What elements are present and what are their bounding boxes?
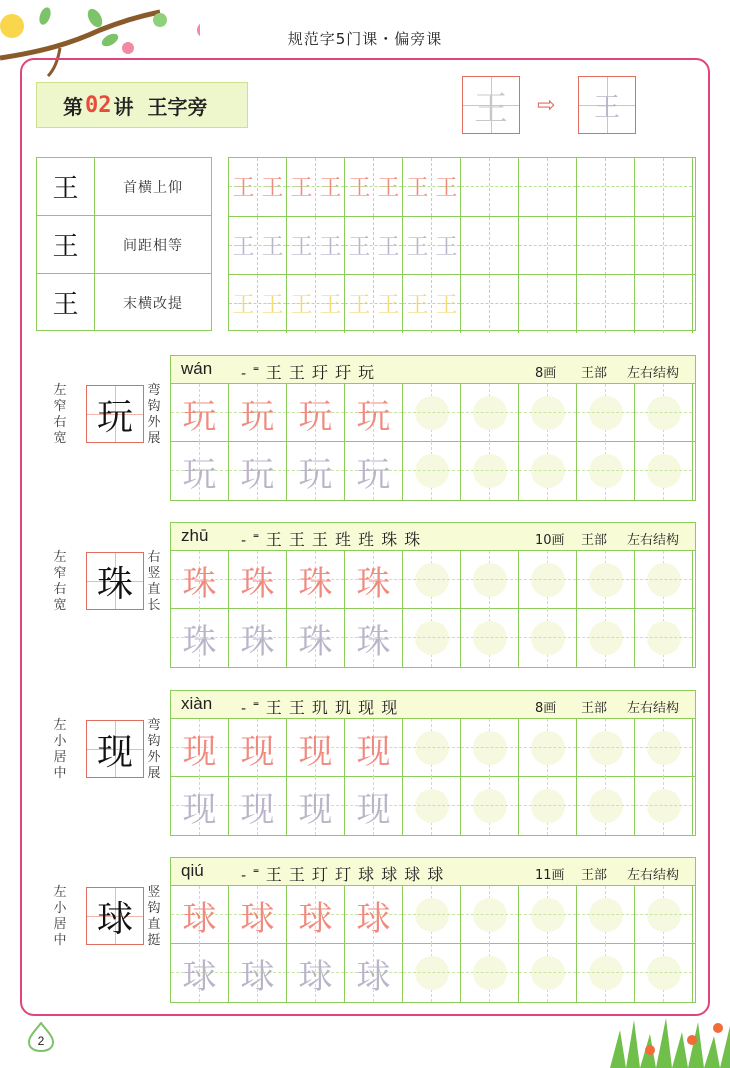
structure-label: 左右结构 — [627, 701, 680, 716]
practice-grid — [170, 857, 696, 1003]
radical-label: 王部 — [581, 868, 608, 883]
faded-circle — [647, 454, 681, 488]
practice-cell — [519, 777, 577, 835]
radical-from: 王 — [474, 88, 508, 129]
practice-cell — [403, 384, 461, 442]
practice-cell — [635, 944, 693, 1002]
faded-circle — [473, 731, 507, 765]
character-info-bar — [171, 858, 695, 886]
trace-character: 现 — [356, 731, 391, 772]
practice-cell — [519, 158, 577, 216]
faded-circle — [473, 621, 507, 655]
practice-cell — [577, 217, 635, 275]
practice-cell — [287, 217, 345, 275]
practice-cell — [171, 777, 229, 835]
practice-cell — [519, 275, 577, 333]
model-character-glyph: 球 — [96, 898, 133, 940]
practice-cell — [635, 609, 693, 667]
practice-row — [171, 719, 695, 777]
practice-cell — [519, 944, 577, 1002]
trace-radical: 王 — [319, 176, 342, 201]
practice-cell — [345, 886, 403, 944]
faded-circle — [473, 563, 507, 597]
faded-circle — [473, 956, 507, 990]
left-tip: 左小居中 — [53, 718, 67, 781]
trace-radical: 王 — [261, 176, 284, 201]
practice-cell — [519, 886, 577, 944]
trace-radical: 王 — [377, 176, 400, 201]
practice-cell — [229, 442, 287, 500]
faded-circle — [531, 454, 565, 488]
practice-cell — [577, 609, 635, 667]
character-info-bar — [171, 356, 695, 384]
practice-cell — [171, 944, 229, 1002]
character-info-bar — [171, 523, 695, 551]
practice-cell — [461, 886, 519, 944]
stroke-tip-text: 末横改提 — [123, 295, 183, 312]
pinyin: xiàn — [181, 694, 213, 713]
practice-cell — [171, 719, 229, 777]
right-tip: 弯钩外展 — [147, 718, 161, 781]
practice-cell — [519, 217, 577, 275]
character-section — [36, 857, 698, 1003]
trace-character: 珠 — [298, 563, 333, 604]
pinyin: wán — [181, 359, 213, 378]
trace-radical: 王 — [290, 176, 313, 201]
practice-cell — [635, 886, 693, 944]
practice-cell — [403, 217, 461, 275]
practice-cell — [461, 275, 519, 333]
left-tip: 左小居中 — [53, 885, 67, 948]
faded-circle — [473, 396, 507, 430]
faded-circle — [415, 396, 449, 430]
practice-row — [171, 944, 695, 1002]
trace-character: 玩 — [240, 396, 275, 437]
structure-label: 左右结构 — [627, 533, 680, 548]
faded-circle — [589, 731, 623, 765]
radical-label: 王部 — [581, 533, 608, 548]
model-character-glyph: 珠 — [96, 563, 133, 605]
practice-cell — [345, 275, 403, 333]
stroke-tips-table — [36, 157, 212, 331]
faded-circle — [415, 563, 449, 597]
practice-row — [171, 609, 695, 667]
stroke-count: 8画 — [535, 701, 557, 716]
trace-radical: 王 — [406, 176, 429, 201]
practice-row — [171, 777, 695, 835]
practice-cell — [229, 275, 287, 333]
faded-circle — [415, 621, 449, 655]
faded-circle — [531, 789, 565, 823]
practice-grid — [170, 690, 696, 836]
grass-decoration — [610, 1010, 730, 1068]
stroke-order: ˗ ˭ 王 王 玗 玗 玩 — [241, 363, 376, 382]
practice-cell — [229, 777, 287, 835]
practice-grid — [170, 355, 696, 501]
practice-cell — [229, 609, 287, 667]
practice-cell — [287, 551, 345, 609]
trace-radical: 王 — [377, 293, 400, 318]
trace-character: 球 — [182, 956, 217, 997]
practice-cell — [577, 384, 635, 442]
trace-character: 球 — [182, 898, 217, 939]
faded-circle — [589, 956, 623, 990]
practice-cell — [635, 442, 693, 500]
trace-character: 珠 — [240, 563, 275, 604]
model-character — [86, 720, 144, 778]
practice-cell — [403, 944, 461, 1002]
faded-circle — [531, 396, 565, 430]
practice-cell — [519, 719, 577, 777]
right-tip: 弯钩外展 — [147, 383, 161, 446]
practice-cell — [287, 944, 345, 1002]
lesson-suffix: 讲 — [113, 94, 134, 119]
practice-cell — [461, 158, 519, 216]
practice-cell — [171, 551, 229, 609]
practice-cell — [345, 944, 403, 1002]
practice-cell — [229, 886, 287, 944]
practice-cell — [345, 777, 403, 835]
faded-circle — [531, 898, 565, 932]
trace-character: 球 — [356, 956, 391, 997]
model-character — [86, 552, 144, 610]
practice-cell — [577, 777, 635, 835]
practice-cell — [519, 384, 577, 442]
trace-radical: 王 — [377, 235, 400, 260]
trace-radical: 王 — [348, 293, 371, 318]
trace-character: 玩 — [298, 454, 333, 495]
trace-character: 现 — [298, 731, 333, 772]
faded-circle — [589, 621, 623, 655]
practice-cell — [171, 384, 229, 442]
faded-circle — [589, 454, 623, 488]
trace-character: 现 — [240, 789, 275, 830]
faded-circle — [589, 563, 623, 597]
trace-radical: 王 — [261, 235, 284, 260]
trace-character: 现 — [182, 731, 217, 772]
stroke-order: ˗ ˭ 王 王 玑 玑 现 现 — [241, 698, 399, 717]
trace-character: 现 — [298, 789, 333, 830]
faded-circle — [473, 898, 507, 932]
practice-row — [171, 551, 695, 609]
trace-character: 现 — [182, 789, 217, 830]
model-character — [86, 887, 144, 945]
stroke-tip-text: 间距相等 — [123, 237, 183, 254]
faded-circle — [531, 621, 565, 655]
trace-character: 玩 — [182, 396, 217, 437]
practice-row — [171, 442, 695, 500]
practice-cell — [287, 719, 345, 777]
practice-row — [171, 384, 695, 442]
practice-cell — [635, 158, 693, 216]
trace-radical: 王 — [232, 176, 255, 201]
trace-character: 玩 — [356, 396, 391, 437]
trace-character: 玩 — [356, 454, 391, 495]
practice-cell — [403, 777, 461, 835]
practice-cell — [635, 275, 693, 333]
practice-cell — [461, 609, 519, 667]
practice-cell — [577, 944, 635, 1002]
pinyin: qiú — [181, 861, 204, 880]
practice-cell — [345, 217, 403, 275]
stroke-tip-row — [37, 216, 211, 274]
faded-circle — [531, 563, 565, 597]
practice-cell — [577, 442, 635, 500]
trace-character: 珠 — [182, 563, 217, 604]
trace-character: 球 — [240, 898, 275, 939]
radical-to-box — [578, 76, 636, 134]
radical-from-box — [462, 76, 520, 134]
trace-character: 珠 — [356, 621, 391, 662]
trace-character: 玩 — [240, 454, 275, 495]
faded-circle — [415, 454, 449, 488]
practice-cell — [461, 217, 519, 275]
practice-cell — [345, 158, 403, 216]
trace-character: 珠 — [356, 563, 391, 604]
practice-cell — [635, 217, 693, 275]
practice-cell — [635, 777, 693, 835]
stroke-order: ˗ ˭ 王 王 王 珄 珄 珠 珠 — [241, 530, 422, 549]
practice-cell — [229, 158, 287, 216]
trace-character: 珠 — [182, 621, 217, 662]
faded-circle — [589, 789, 623, 823]
faded-circle — [647, 563, 681, 597]
faded-circle — [415, 731, 449, 765]
character-info-bar — [171, 691, 695, 719]
practice-cell — [287, 886, 345, 944]
trace-radical: 王 — [348, 235, 371, 260]
practice-cell — [577, 275, 635, 333]
practice-cell — [461, 719, 519, 777]
lesson-name: 王字旁 — [147, 94, 208, 119]
practice-cell — [461, 777, 519, 835]
practice-cell — [461, 442, 519, 500]
practice-grid — [170, 522, 696, 668]
stroke-tip-text: 首横上仰 — [123, 179, 183, 196]
practice-cell — [229, 384, 287, 442]
trace-character: 球 — [298, 956, 333, 997]
practice-cell — [345, 719, 403, 777]
stroke-tip-glyph: 王 — [37, 158, 95, 215]
trace-character: 珠 — [240, 621, 275, 662]
practice-cell — [519, 551, 577, 609]
trace-radical: 王 — [406, 235, 429, 260]
stroke-tip-row — [37, 274, 211, 332]
practice-cell — [229, 217, 287, 275]
practice-cell — [403, 158, 461, 216]
practice-cell — [635, 384, 693, 442]
practice-cell — [345, 609, 403, 667]
model-character — [86, 385, 144, 443]
left-tip: 左窄右宽 — [53, 550, 67, 613]
practice-cell — [403, 886, 461, 944]
model-character-glyph: 现 — [96, 731, 133, 773]
stroke-practice-row — [229, 158, 695, 216]
practice-cell — [287, 384, 345, 442]
practice-cell — [577, 886, 635, 944]
practice-cell — [461, 384, 519, 442]
practice-cell — [171, 442, 229, 500]
practice-cell — [345, 442, 403, 500]
trace-radical: 王 — [290, 293, 313, 318]
practice-cell — [635, 719, 693, 777]
stroke-count: 11画 — [535, 868, 565, 883]
practice-cell — [519, 442, 577, 500]
right-tip: 右竖直长 — [147, 550, 161, 613]
stroke-practice-row — [229, 274, 695, 333]
faded-circle — [415, 956, 449, 990]
page-number-badge — [28, 1022, 54, 1052]
structure-label: 左右结构 — [627, 868, 680, 883]
faded-circle — [589, 898, 623, 932]
lesson-number: 02 — [85, 92, 112, 118]
practice-cell — [403, 609, 461, 667]
trace-radical: 王 — [232, 293, 255, 318]
radical-to: 王 — [593, 92, 620, 123]
pinyin: zhū — [181, 526, 209, 545]
trace-radical: 王 — [406, 293, 429, 318]
stroke-order: ˗ ˭ 王 王 玎 玎 球 球 球 球 — [241, 865, 445, 884]
practice-cell — [577, 158, 635, 216]
trace-character: 玩 — [298, 396, 333, 437]
practice-cell — [287, 442, 345, 500]
page-header-title: 规范字5门课・偏旁课 — [287, 30, 443, 48]
practice-cell — [287, 609, 345, 667]
trace-radical: 王 — [319, 235, 342, 260]
practice-cell — [461, 551, 519, 609]
trace-radical: 王 — [435, 293, 458, 318]
practice-cell — [403, 551, 461, 609]
trace-radical: 王 — [435, 176, 458, 201]
practice-cell — [287, 275, 345, 333]
practice-row — [171, 886, 695, 944]
character-section — [36, 690, 698, 836]
practice-cell — [519, 609, 577, 667]
right-tip: 竖钩直挺 — [147, 885, 161, 948]
practice-cell — [229, 719, 287, 777]
faded-circle — [647, 621, 681, 655]
model-character-glyph: 玩 — [96, 396, 133, 438]
trace-character: 珠 — [298, 621, 333, 662]
practice-cell — [229, 551, 287, 609]
practice-cell — [403, 275, 461, 333]
trace-radical: 王 — [232, 235, 255, 260]
practice-cell — [171, 609, 229, 667]
faded-circle — [415, 789, 449, 823]
character-section — [36, 355, 698, 501]
practice-cell — [345, 384, 403, 442]
stroke-count: 10画 — [535, 533, 565, 548]
trace-character: 玩 — [182, 454, 217, 495]
faded-circle — [647, 731, 681, 765]
trace-radical: 王 — [435, 235, 458, 260]
character-section — [36, 522, 698, 668]
stroke-tip-row — [37, 158, 211, 216]
trace-character: 现 — [356, 789, 391, 830]
trace-radical: 王 — [348, 176, 371, 201]
practice-cell — [345, 551, 403, 609]
practice-cell — [577, 719, 635, 777]
stroke-practice-row — [229, 216, 695, 275]
page-number: 2 — [37, 1034, 45, 1048]
faded-circle — [647, 898, 681, 932]
practice-cell — [287, 158, 345, 216]
trace-radical: 王 — [319, 293, 342, 318]
practice-cell — [171, 886, 229, 944]
lesson-title-banner — [36, 82, 248, 128]
lesson-prefix: 第 — [63, 94, 83, 119]
practice-cell — [577, 551, 635, 609]
practice-cell — [403, 719, 461, 777]
trace-character: 球 — [240, 956, 275, 997]
stroke-practice-grid — [228, 157, 696, 331]
stroke-count: 8画 — [535, 366, 557, 381]
trace-character: 现 — [240, 731, 275, 772]
practice-cell — [403, 442, 461, 500]
arrow-right-icon: ⇨ — [537, 93, 556, 118]
faded-circle — [473, 454, 507, 488]
trace-character: 球 — [356, 898, 391, 939]
faded-circle — [531, 956, 565, 990]
trace-character: 球 — [298, 898, 333, 939]
practice-cell — [229, 944, 287, 1002]
left-tip: 左窄右宽 — [53, 383, 67, 446]
faded-circle — [647, 956, 681, 990]
faded-circle — [415, 898, 449, 932]
practice-cell — [461, 944, 519, 1002]
radical-label: 王部 — [581, 366, 608, 381]
practice-cell — [635, 551, 693, 609]
trace-radical: 王 — [261, 293, 284, 318]
radical-label: 王部 — [581, 701, 608, 716]
faded-circle — [589, 396, 623, 430]
trace-radical: 王 — [290, 235, 313, 260]
practice-cell — [287, 777, 345, 835]
stroke-tip-glyph: 王 — [37, 274, 95, 331]
faded-circle — [473, 789, 507, 823]
faded-circle — [647, 396, 681, 430]
faded-circle — [647, 789, 681, 823]
faded-circle — [531, 731, 565, 765]
stroke-tip-glyph: 王 — [37, 216, 95, 273]
structure-label: 左右结构 — [627, 366, 680, 381]
